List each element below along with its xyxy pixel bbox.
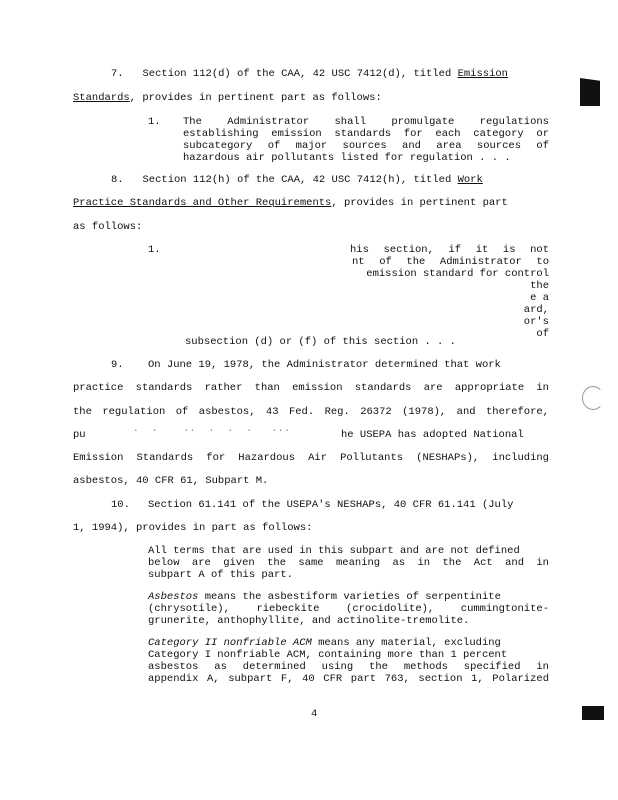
p8-item-number: 1.	[148, 244, 161, 256]
p7-quote-2: establishing emission standards for each category or	[183, 128, 549, 140]
punch-hole-mark	[582, 386, 604, 410]
p10-quote3-4: appendix A, subpart F, 40 CFR part 763, section 1, Polarized	[148, 673, 549, 685]
p10-quote3-2: Category I nonfriable ACM, containing more than 1 percent	[148, 649, 508, 661]
p8-fragment-7: or's	[523, 316, 549, 328]
p9-line4-end: he USEPA has adopted National	[341, 429, 524, 441]
p8-fragment-2: nt of the Administrator to	[352, 256, 549, 268]
p7-quote-3: subcategory of major sources and area sources of	[183, 140, 549, 152]
p9-line4-start: pu	[73, 429, 86, 441]
p7-title-part2: Standards	[73, 92, 130, 104]
p8-fragment-3: emission standard for control	[366, 268, 549, 280]
p7-quote-4: hazardous air pollutants listed for regulation . . .	[183, 152, 511, 164]
p10-quote3-1: Category II nonfriable ACM means any material, excluding	[148, 637, 501, 649]
p9-line3: the regulation of asbestos, 43 Fed. Reg. 26372 (1978), and therefore,	[73, 406, 549, 418]
p8-title-part1: Work	[457, 174, 483, 186]
p7-line2: Standards, provides in pertinent part as follows:	[73, 92, 382, 104]
p7-item-number: 1.	[148, 116, 161, 128]
p10-quote2-2: (chrysotile), riebeckite (crocidolite), cummingtonite-	[148, 603, 549, 615]
term-asbestos: Asbestos	[148, 591, 199, 603]
p8-line2: Practice Standards and Other Requirements, provides in pertinent part	[73, 197, 508, 209]
p8-fragment-4: the	[530, 280, 549, 292]
p8-title-part2: Practice Standards and Other Requirements	[73, 197, 332, 209]
p8-fragment-6: ard,	[523, 304, 549, 316]
p7-title-part1: Emission	[457, 68, 508, 80]
p9-line2: practice standards rather than emission standards are appropriate in	[73, 382, 549, 394]
p9-line6: asbestos, 40 CFR 61, Subpart M.	[73, 475, 269, 487]
p8-fragment-8: of	[536, 328, 549, 340]
scan-mark-bottom	[582, 706, 604, 720]
p10-line2: 1, 1994), provides in part as follows:	[73, 522, 313, 534]
p10-quote1-2: below are given the same meaning as in the Act and in	[148, 557, 549, 569]
term-category-ii: Category II nonfriable ACM	[148, 637, 312, 649]
p10-line1: Section 61.141 of the USEPA's NESHAPs, 40 CFR 61.141 (July	[148, 499, 514, 511]
p9-number: 9.	[111, 359, 124, 371]
p8-fragment-1: his section, if it is not	[350, 244, 549, 256]
scan-mark-top	[580, 78, 600, 106]
p9-line5: Emission Standards for Hazardous Air Pollutants (NESHAPs), including	[73, 452, 549, 464]
p9-line1: On June 19, 1978, the Administrator determined that work	[148, 359, 501, 371]
p8-fragment-5: e a	[530, 292, 549, 304]
p10-quote3-3: asbestos as determined using the methods specified in	[148, 661, 549, 673]
p7-quote-1: The Administrator shall promulgate regulations	[183, 116, 549, 128]
p10-number: 10.	[111, 499, 130, 511]
p8-last-line: subsection (d) or (f) of this section . . .	[185, 336, 456, 348]
p9-line4-illegible: . . .. . . . ...	[120, 423, 291, 435]
p8-line3: as follows:	[73, 221, 143, 233]
p10-quote1-1: All terms that are used in this subpart and are not defined	[148, 545, 520, 557]
p10-quote2-3: grunerite, anthophyllite, and actinolite-tremolite.	[148, 615, 470, 627]
p8-line1: 8. Section 112(h) of the CAA, 42 USC 7412(h), titled Work	[111, 174, 483, 186]
page-number: 4	[311, 708, 318, 720]
p7-line1: 7. Section 112(d) of the CAA, 42 USC 7412(d), titled Emission	[111, 68, 508, 80]
p10-quote1-3: subpart A of this part.	[148, 569, 293, 581]
p10-quote2-1: Asbestos means the asbestiform varieties of serpentinite	[148, 591, 501, 603]
